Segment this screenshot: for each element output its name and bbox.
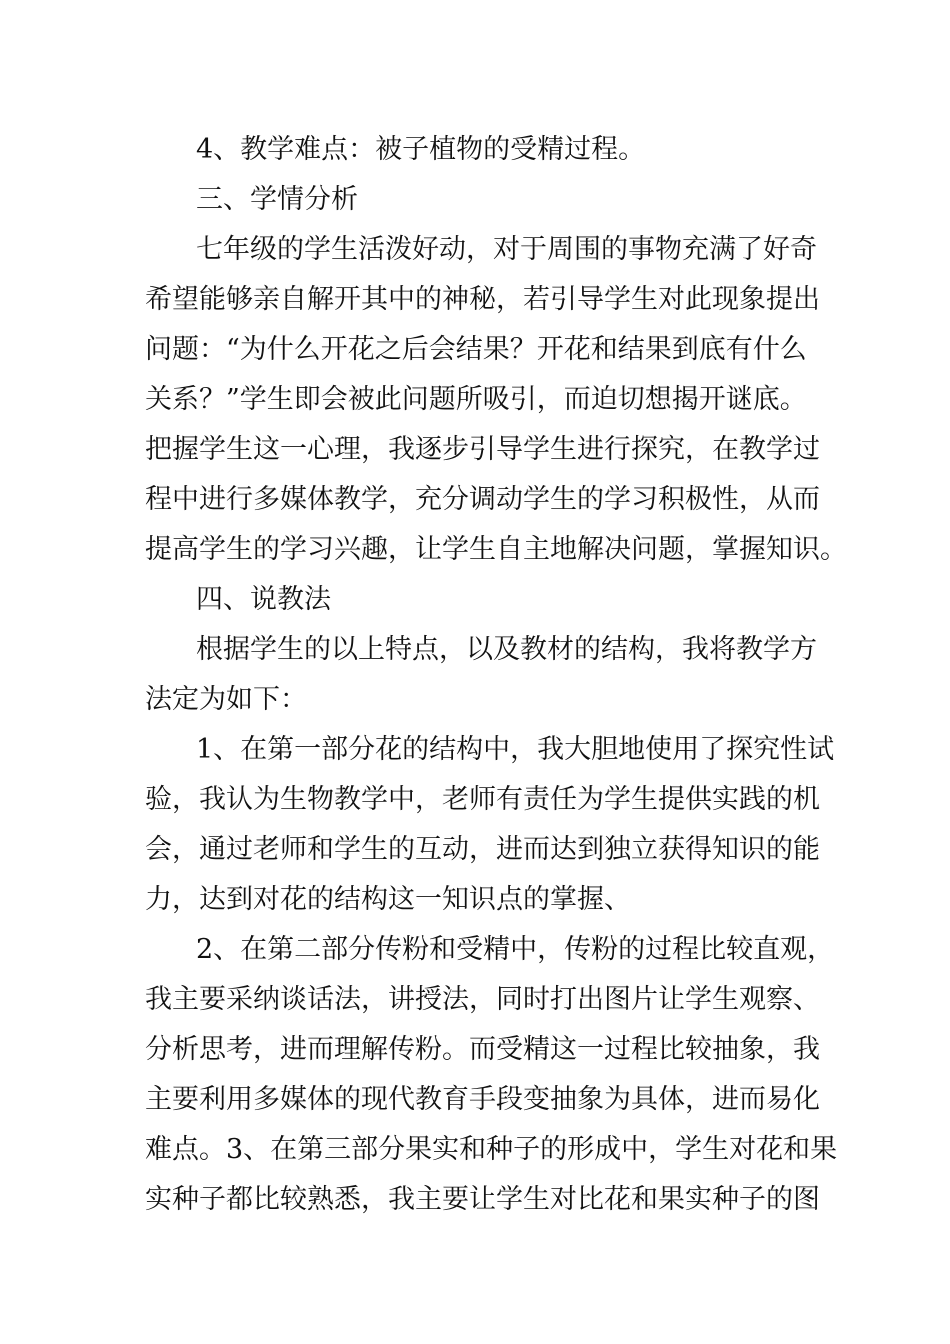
text-line: 4、教学难点：被子植物的受精过程。 bbox=[196, 134, 646, 165]
text-line: 1、在第一部分花的结构中，我大胆地使用了探究性试 bbox=[196, 734, 835, 765]
text-line: 关系？”学生即会被此问题所吸引，而迫切想揭开谜底。 bbox=[145, 384, 807, 415]
text-line: 程中进行多媒体教学，充分调动学生的学习积极性，从而 bbox=[145, 484, 820, 515]
text-line: 法定为如下： bbox=[145, 684, 307, 715]
section-heading: 三、学情分析 bbox=[196, 184, 358, 215]
text-line: 力，达到对花的结构这一知识点的掌握、 bbox=[145, 884, 631, 915]
text-line: 我主要采纳谈话法，讲授法，同时打出图片让学生观察、 bbox=[145, 984, 820, 1015]
text-line: 根据学生的以上特点，以及教材的结构，我将教学方 bbox=[196, 634, 817, 665]
text-line: 主要利用多媒体的现代教育手段变抽象为具体，进而易化 bbox=[145, 1084, 820, 1115]
text-line: 会，通过老师和学生的互动，进而达到独立获得知识的能 bbox=[145, 834, 820, 865]
section-heading: 四、说教法 bbox=[196, 584, 331, 615]
text-line: 希望能够亲自解开其中的神秘，若引导学生对此现象提出 bbox=[145, 284, 820, 315]
text-line: 把握学生这一心理，我逐步引导学生进行探究，在教学过 bbox=[145, 434, 820, 465]
text-line: 难点。3、在第三部分果实和种子的形成中，学生对花和果 bbox=[145, 1134, 838, 1165]
text-line: 实种子都比较熟悉，我主要让学生对比花和果实种子的图 bbox=[145, 1184, 820, 1215]
text-line: 七年级的学生活泼好动，对于周围的事物充满了好奇 bbox=[196, 234, 817, 265]
text-line: 分析思考，进而理解传粉。而受精这一过程比较抽象，我 bbox=[145, 1034, 820, 1065]
text-line: 问题：“为什么开花之后会结果？开花和结果到底有什么 bbox=[145, 334, 807, 365]
text-line: 验，我认为生物教学中，老师有责任为学生提供实践的机 bbox=[145, 784, 820, 815]
text-line: 2、在第二部分传粉和受精中，传粉的过程比较直观， bbox=[196, 934, 835, 965]
text-line: 提高学生的学习兴趣，让学生自主地解决问题，掌握知识。 bbox=[145, 534, 847, 565]
